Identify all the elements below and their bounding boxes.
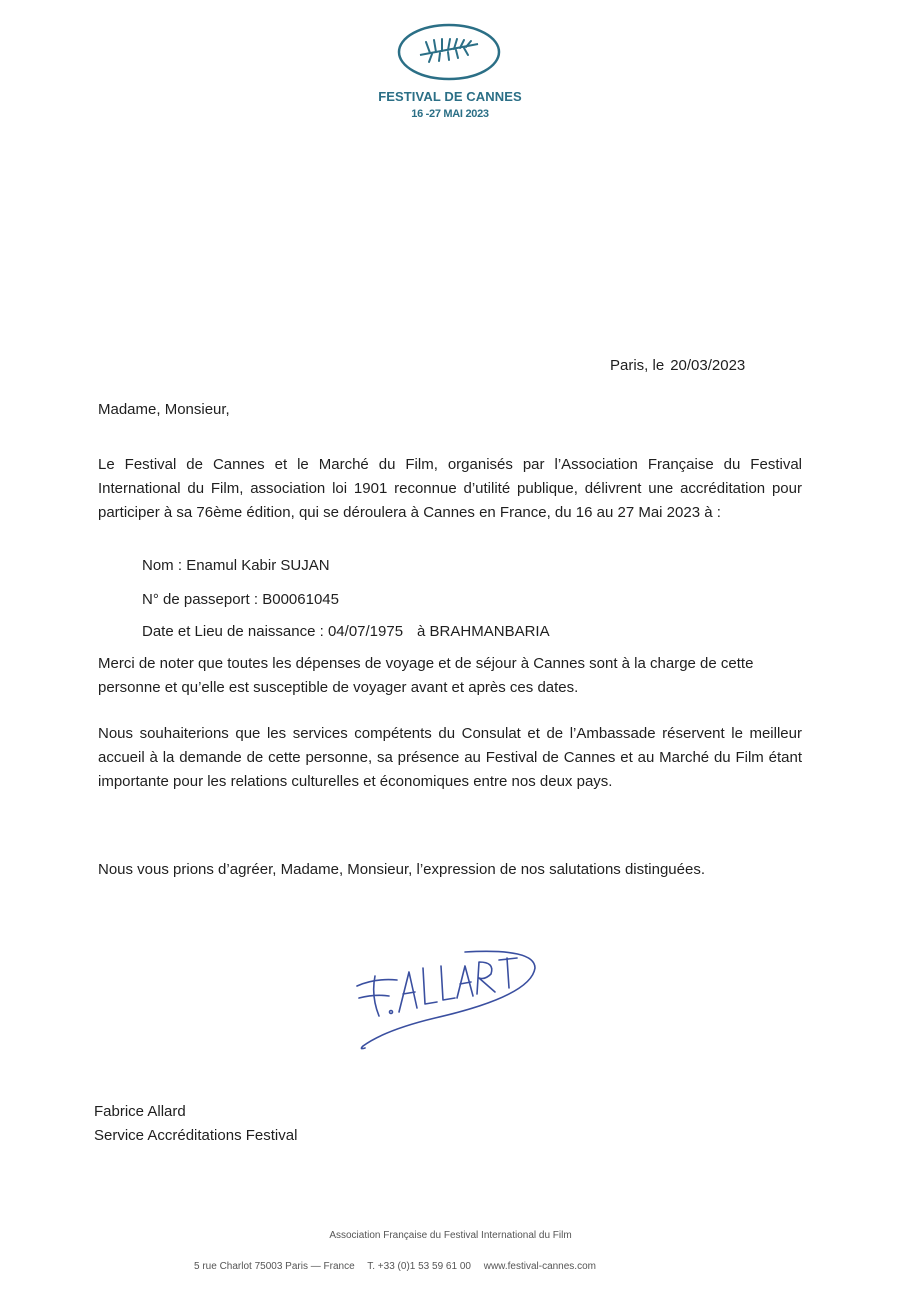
field-birth-label: Date et Lieu de naissance : [142, 623, 324, 640]
field-birth-date: 04/07/1975 [327, 623, 404, 640]
signer-block [94, 1100, 297, 1148]
footer-organization: Association Française du Festival International du Film [329, 1230, 572, 1241]
footer-address: 5 rue Charlot 75003 Paris — France [194, 1261, 355, 1272]
letter-date-line [610, 357, 745, 374]
signer-name: Fabrice Allard [94, 1103, 186, 1120]
field-birth-place: à BRAHMANBARIA [417, 623, 550, 640]
footer-contact [194, 1261, 606, 1272]
field-passport [142, 591, 339, 608]
field-name-value: Enamul Kabir SUJAN [186, 557, 330, 574]
paragraph-closing: Nous vous prions d’agréer, Madame, Monsieur, l’expression de nos salutations distinguées. [98, 861, 706, 878]
paragraph-accreditation: Le Festival de Cannes et le Marché du Film, organisés par l’Association Française du Festival International du Film, association loi 1901 reconnue d’utilité publique, délivrent une accréditation pour participer à sa 76ème édition, qui se déroulera à Cannes en France, du 16 au 27 Mai 2023 à : [98, 456, 802, 521]
footer-phone: T. +33 (0)1 53 59 61 00 [367, 1261, 471, 1272]
handwritten-signature [345, 938, 545, 1053]
letter-place: Paris, le [610, 357, 665, 374]
festival-dates: 16 -27 MAI 2023 [411, 108, 489, 120]
festival-name: FESTIVAL DE CANNES [378, 89, 522, 104]
paragraph-request: Nous souhaiterions que les services compétents du Consulat et de l’Ambassade réservent le meilleur accueil à la demande de cette personne, sa présence au Festival de Cannes et au Marché du Film étant importante pour les relations culturelles et économiques entre nos deux pays. [98, 725, 802, 790]
footer-website-link[interactable]: www.festival-cannes.com [483, 1261, 596, 1272]
salutation: Madame, Monsieur, [98, 401, 230, 418]
field-birth [142, 623, 550, 640]
field-passport-value: B00061045 [262, 591, 339, 608]
field-name [142, 557, 330, 574]
field-passport-label: N° de passeport : [142, 591, 259, 608]
signer-title: Service Accréditations Festival [94, 1127, 298, 1144]
paragraph-expenses: Merci de noter que toutes les dépenses de voyage et de séjour à Cannes sont à la charge de cette personne et qu’elle est susceptible de voyager avant et après ces dates. [98, 655, 754, 696]
field-name-label: Nom : [142, 557, 183, 574]
palme-logo-icon [396, 22, 502, 82]
letter-date: 20/03/2023 [670, 357, 746, 374]
